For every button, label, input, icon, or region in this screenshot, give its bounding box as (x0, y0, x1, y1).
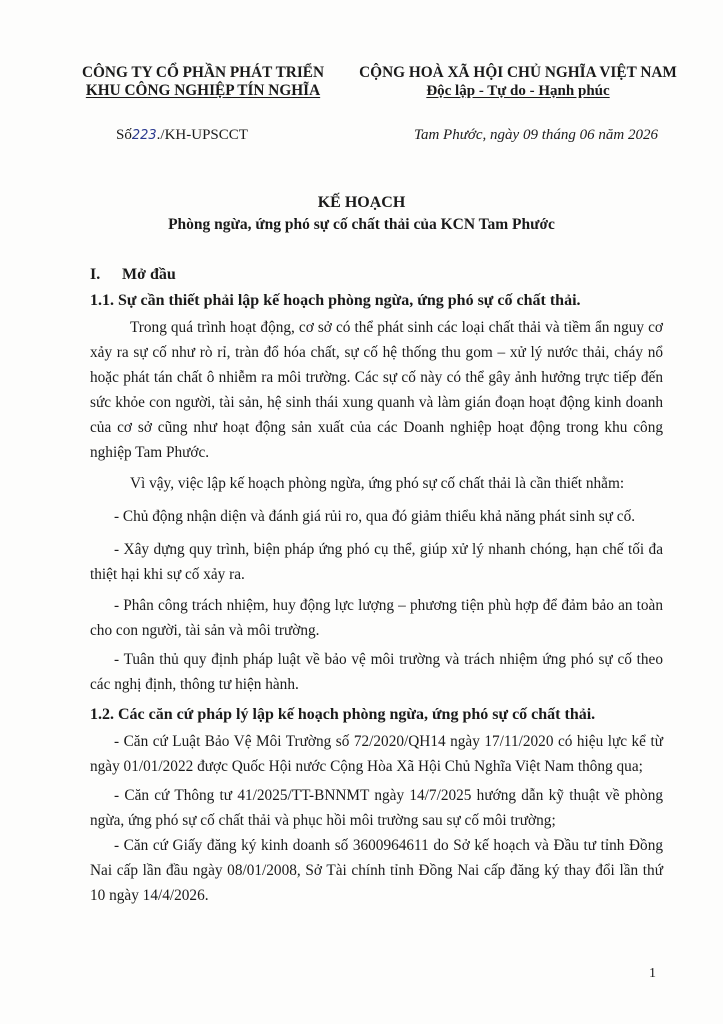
document-title: KẾ HOẠCH (317, 194, 406, 211)
section-heading (90, 262, 663, 287)
company-block (72, 64, 334, 100)
issue-date-line: Tam Phước, ngày 09 tháng 06 năm 2026 (414, 127, 658, 143)
company-name-line1: CÔNG TY CỔ PHẦN PHÁT TRIỂN (81, 64, 325, 81)
document-number (116, 127, 248, 144)
paragraph-necessity: Trong quá trình hoạt động, cơ sở có thể phát sinh các loại chất thải và tiềm ẩn nguy cơ xảy ra sự cố như rò rỉ, tràn đổ hóa chất, sự cố hệ thống thu gom – xử lý nước thải, cháy nổ hoặc phát tán chất ô nhiễm ra môi trường. Các sự cố này có thể gây ảnh hưởng trực tiếp đến sức khỏe con người, tài sản, hệ sinh thái xung quanh và làm gián đoạn hoạt động kinh doanh của cơ sở cũng như hoạt động sản xuất của các Doanh nghiệp hoạt động trong khu công nghiệp Tam Phước. (90, 319, 663, 461)
purpose-bullet: - Tuân thủ quy định pháp luật về bảo vệ môi trường và trách nhiệm ứng phó sự cố theo các nghị định, thông tư hiện hành. (90, 651, 663, 693)
document-subtitle: Phòng ngừa, ứng phó sự cố chất thải của KCN Tam Phước (168, 216, 555, 233)
doc-number-prefix: Số (116, 127, 132, 143)
legal-basis-item: - Căn cứ Giấy đăng ký kinh doanh số 3600964611 do Sở kế hoạch và Đầu tư tỉnh Đồng Nai cấp lần đầu ngày 08/01/2008, Sở Tài chính tỉnh Đồng Nai cấp đăng ký thay đổi lần thứ 10 ngày 14/4/2026. (90, 837, 663, 904)
republic-name: CỘNG HOÀ XÃ HỘI CHỦ NGHĨA VIỆT NAM (359, 64, 677, 81)
page-number: 1 (649, 966, 656, 981)
doc-number-suffix: ./KH-UPSCCT (156, 127, 248, 143)
purpose-bullet: - Chủ động nhận diện và đánh giá rủi ro, qua đó giảm thiểu khả năng phát sinh sự cố. (114, 508, 636, 525)
national-motto: Độc lập - Tự do - Hạnh phúc (426, 83, 610, 99)
doc-number-handwritten: 223 (131, 128, 157, 143)
document-header (0, 64, 723, 124)
document-body (90, 262, 663, 908)
paragraph-purpose-intro: Vì vậy, việc lập kế hoạch phòng ngừa, ứng phó sự cố chất thải là cần thiết nhằm: (130, 475, 625, 492)
section-number: I. (90, 266, 101, 283)
document-title-block (0, 193, 723, 235)
subsection-1-1-heading: 1.1. Sự cần thiết phải lập kế hoạch phòng ngừa, ứng phó sự cố chất thải. (90, 292, 581, 309)
purpose-bullet: - Xây dựng quy trình, biện pháp ứng phó cụ thể, giúp xử lý nhanh chóng, hạn chế tối đa thiệt hại khi sự cố xảy ra. (90, 541, 663, 583)
subsection-1-2-heading: 1.2. Các căn cứ pháp lý lập kế hoạch phòng ngừa, ứng phó sự cố chất thải. (90, 706, 596, 723)
section-title: Mở đầu (122, 266, 176, 283)
company-name-line2: KHU CÔNG NGHIỆP TÍN NGHĨA (85, 82, 321, 99)
legal-basis-item: - Căn cứ Luật Bảo Vệ Môi Trường số 72/2020/QH14 ngày 17/11/2020 có hiệu lực kể từ ngày 01/01/2022 được Quốc Hội nước Cộng Hòa Xã Hội Chủ Nghĩa Việt Nam thông qua; (90, 733, 663, 775)
purpose-bullet: - Phân công trách nhiệm, huy động lực lượng – phương tiện phù hợp để đảm bảo an toàn cho con người, tài sản và môi trường. (90, 597, 663, 639)
national-header-block (348, 64, 688, 101)
legal-basis-item: - Căn cứ Thông tư 41/2025/TT-BNNMT ngày 14/7/2025 hướng dẫn kỹ thuật về phòng ngừa, ứng phó sự cố chất thải và phục hồi môi trường sau sự cố môi trường; (90, 787, 663, 829)
